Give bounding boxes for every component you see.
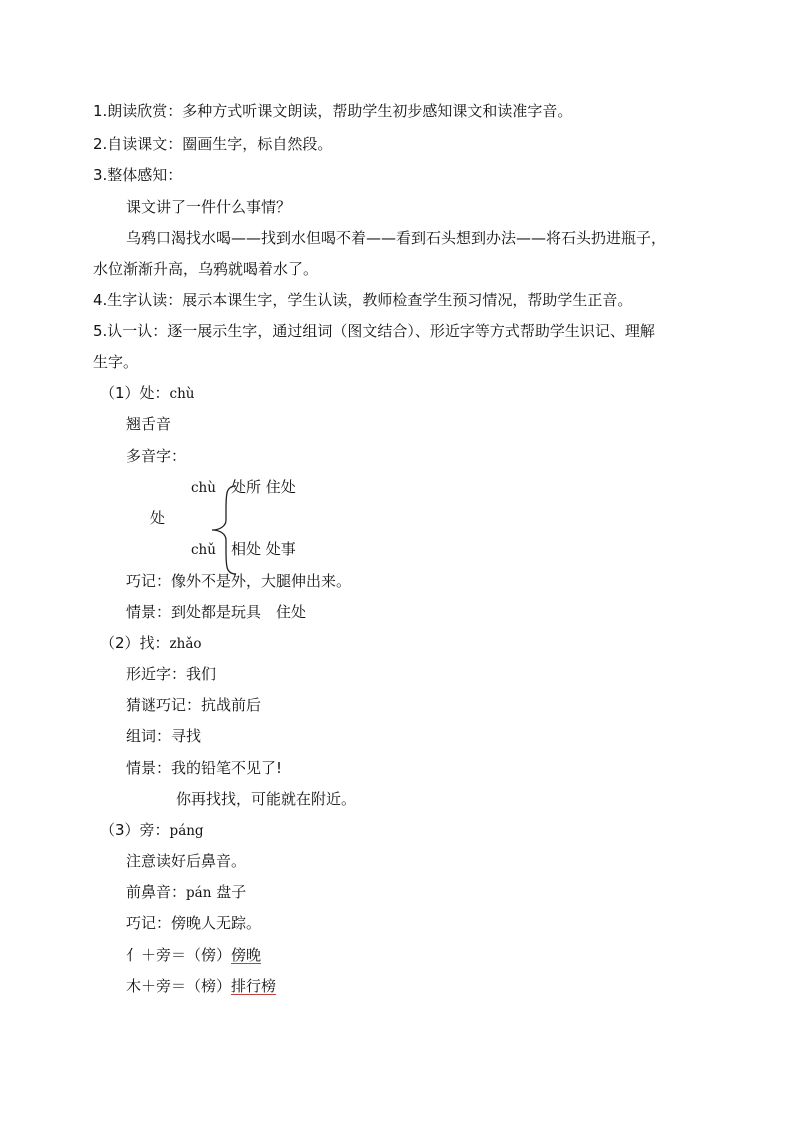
zhao-scene-2: 你再找找，可能就在附近。 bbox=[176, 790, 357, 808]
item-5-line-1: 5.认一认：逐一展示生字，通过组词（图文结合）、形近字等方式帮助学生识记、理解 bbox=[93, 322, 655, 340]
pang-front-label: 前鼻音： bbox=[126, 883, 187, 901]
chu-reading-1-pinyin: chù bbox=[191, 480, 216, 496]
item-4-character-reading: 4.生字认读：展示本课生字，学生认读，教师检查学生预习情况，帮助学生正音。 bbox=[93, 291, 633, 309]
zhao-scene-1: 情景：我的铅笔不见了! bbox=[126, 759, 283, 777]
chu-sound-type: 翘舌音 bbox=[126, 415, 172, 433]
chu-scene: 情景：到处都是玩具 住处 bbox=[126, 603, 307, 621]
pang-formula-1-word: 傍晚 bbox=[231, 946, 262, 964]
story-summary-line-2: 水位渐渐升高，乌鸦就喝着水了。 bbox=[93, 260, 319, 278]
item-5-line-2: 生字。 bbox=[93, 353, 139, 371]
pang-front-pinyin: pán bbox=[186, 885, 212, 901]
chu-reading-2-pinyin: chǔ bbox=[191, 542, 216, 558]
zhao-word: 组词：寻找 bbox=[126, 727, 202, 745]
pang-formula-2 bbox=[126, 976, 276, 996]
zhao-pinyin: zhǎo bbox=[169, 636, 202, 652]
pang-front-nasal bbox=[126, 882, 246, 903]
pang-formula-2-prefix: 木＋旁＝（榜） bbox=[126, 977, 232, 995]
pang-memory-tip: 巧记：傍晚人无踪。 bbox=[126, 914, 262, 932]
zhao-riddle: 猜谜巧记：抗战前后 bbox=[126, 696, 262, 714]
curly-brace-icon bbox=[206, 484, 240, 576]
item-3-overview: 3.整体感知： bbox=[93, 166, 183, 184]
zhao-heading-label: （2）找： bbox=[100, 634, 170, 652]
chu-pinyin: chù bbox=[169, 386, 195, 402]
chu-character: 处 bbox=[150, 509, 166, 527]
pang-heading bbox=[100, 820, 204, 841]
chu-heading bbox=[100, 383, 195, 404]
pang-formula-1 bbox=[126, 945, 261, 965]
pang-formula-2-word: 排行榜 bbox=[231, 977, 277, 995]
chu-memory-tip: 巧记：像外不是外，大腿伸出来。 bbox=[126, 572, 352, 590]
pang-heading-label: （3）旁： bbox=[100, 821, 170, 839]
chu-polyphone-label: 多音字： bbox=[126, 447, 187, 465]
chu-reading-2-words: 相处 处事 bbox=[231, 540, 296, 558]
pang-front-word: 盘子 bbox=[216, 883, 247, 901]
item-2-self-reading: 2.自读课文：圈画生字，标自然段。 bbox=[93, 135, 333, 153]
pang-pinyin: páng bbox=[169, 823, 204, 839]
zhao-similar-chars: 形近字：我们 bbox=[126, 665, 217, 683]
pang-note: 注意读好后鼻音。 bbox=[126, 852, 247, 870]
item-1-reading: 1.朗读欣赏：多种方式听课文朗读，帮助学生初步感知课文和读准字音。 bbox=[93, 102, 573, 120]
chu-heading-label: （1）处： bbox=[100, 384, 170, 402]
pang-formula-1-prefix: 亻＋旁＝（傍） bbox=[126, 946, 232, 964]
question-text: 课文讲了一件什么事情？ bbox=[126, 198, 292, 216]
story-summary-line-1: 乌鸦口渴找水喝——找到水但喝不着——看到石头想到办法——将石头扔进瓶子， bbox=[126, 229, 667, 247]
zhao-heading bbox=[100, 633, 202, 654]
chu-reading-1-words: 处所 住处 bbox=[231, 478, 296, 496]
